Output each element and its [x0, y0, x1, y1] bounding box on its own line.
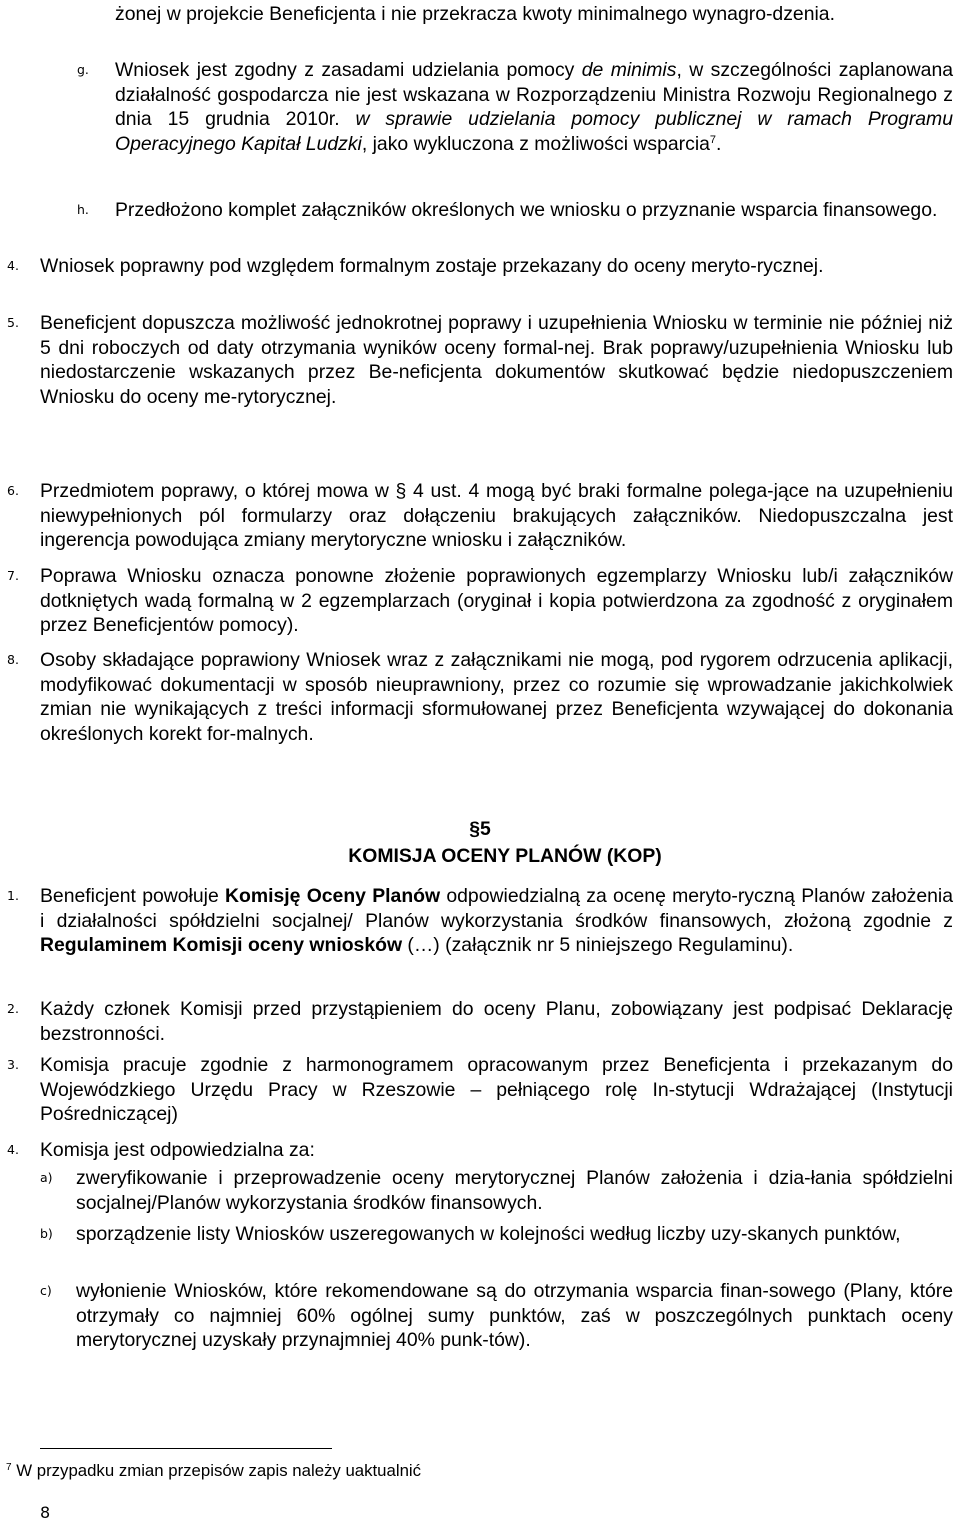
- item-text: Poprawa Wniosku oznacza ponowne złożenie poprawionych egzemplarzy Wniosku lub/i załączników dotkniętych wadą formalną w 2 egzemplarzach (oryginał i kopia potwierdzona za zgodność z oryginałem przez Beneficjentów pomocy).: [40, 565, 953, 637]
- page-number: 8: [40, 1503, 51, 1522]
- item-marker: a): [40, 1170, 53, 1185]
- footnote-marker: 7: [6, 1462, 12, 1473]
- item-text: Wniosek poprawny pod względem formalnym zostaje przekazany do oceny meryto-rycznej.: [40, 255, 824, 277]
- text-segment: .: [716, 132, 722, 155]
- item-marker: g.: [77, 62, 89, 77]
- item-marker: b): [40, 1226, 53, 1241]
- item-text: Beneficjent dopuszcza możliwość jednokrotnej poprawy i uzupełnienia Wniosku w terminie nie później niż 5 dni roboczych od daty otrzymania wyników oceny formal-nej. Brak poprawy/uzupełnienia Wniosku lub niedostarczenie wskazanych przez Be-neficjenta dokumentów skutkować będzie niedopuszczeniem Wniosku do oceny me-rytorycznej.: [40, 312, 953, 408]
- footnote-text: W przypadku zmian przepisów zapis należy uaktualnić: [16, 1461, 422, 1480]
- text-segment: Beneficjent powołuje: [40, 885, 225, 907]
- footnote-separator: [40, 1448, 332, 1449]
- item-marker: 2.: [7, 1001, 19, 1016]
- text-segment: , w szczególności zaplanowana działalność gospodarcza nie jest wskazana w Rozporządzeniu Ministra Rozwoju Regionalnego z dnia 15 grudnia 2010r.: [115, 59, 954, 131]
- item-marker: 7.: [7, 568, 19, 583]
- item-text: Komisja pracuje zgodnie z harmonogramem opracowanym przez Beneficjenta i przekazanym do Wojewódzkiego Urzędu Pracy w Rzeszowie – pełniącego rolę In-stytucji Wdrażającej (Instytucji Pośredniczącej): [40, 1054, 953, 1126]
- item-text: żonej w projekcie Beneficjenta i nie przekracza kwoty minimalnego wynagro-dzenia.: [115, 3, 835, 25]
- item-marker: 4.: [7, 1142, 19, 1157]
- item-text: [115, 58, 953, 156]
- item-marker: h.: [77, 202, 89, 217]
- item-marker: 4.: [7, 258, 19, 273]
- item-marker: 5.: [7, 315, 19, 330]
- item-text: Każdy członek Komisji przed przystąpieniem do oceny Planu, zobowiązany jest podpisać Deklarację bezstronności.: [40, 998, 953, 1045]
- item-text: [40, 884, 953, 958]
- italic-segment: de minimis: [581, 59, 677, 81]
- footnote-ref[interactable]: 7: [709, 133, 717, 146]
- item-marker: c): [40, 1283, 52, 1298]
- footnote: [6, 1460, 421, 1482]
- section-title: KOMISJA OCENY PLANÓW (KOP): [348, 845, 662, 867]
- italic-segment: w sprawie udzielania pomocy publicznej w ramach Programu Operacyjnego Kapitał Ludzki: [115, 108, 953, 155]
- item-marker: 6.: [7, 483, 19, 498]
- item-text: Przedłożono komplet załączników określonych we wniosku o przyznanie wsparcia finansowego.: [115, 199, 938, 221]
- item-marker: 3.: [7, 1057, 19, 1072]
- section-number: §5: [469, 818, 491, 840]
- item-marker: 1.: [7, 888, 19, 903]
- item-text: zweryfikowanie i przeprowadzenie oceny merytorycznej Planów założenia i dzia-łania spółdzielni socjalnej/Planów wykorzystania środków finansowych.: [76, 1167, 953, 1214]
- text-segment: (…) (załącznik nr 5 niniejszego Regulaminu).: [402, 934, 794, 957]
- item-text: sporządzenie listy Wniosków uszeregowanych w kolejności według liczby uzy-skanych punktów,: [76, 1223, 901, 1245]
- item-text: Przedmiotem poprawy, o której mowa w § 4 ust. 4 mogą być braki formalne polega-jące na uzupełnieniu niewypełnionych pól formularzy oraz dołączeniu brakujących załączników. Niedopuszczalna jest ingerencja powodująca zmiany merytoryczne wniosku i załączników.: [40, 480, 953, 552]
- bold-segment: Komisję Oceny Planów: [225, 885, 441, 907]
- bold-segment: Regulaminem Komisji oceny wniosków: [40, 934, 403, 957]
- text-segment: odpowiedzialną za ocenę meryto-ryczną Planów założenia i działalności spółdzielni socjalnej/ Planów wykorzystania środków finansowych, złożoną zgodnie z: [40, 885, 953, 932]
- item-text: wyłonienie Wniosków, które rekomendowane są do otrzymania wsparcia finan-sowego (Plany, które otrzymały co najmniej 60% ogólnej sumy punktów, zaś w poszczególnych punktach oceny merytorycznej uzyskały przynajmniej 40% punk-tów).: [76, 1280, 953, 1352]
- text-segment: Wniosek jest zgodny z zasadami udzielania pomocy: [115, 59, 582, 81]
- item-text: Osoby składające poprawiony Wniosek wraz z załącznikami nie mogą, pod rygorem odrzucenia aplikacji, modyfikować dokumentacji w sposób nieuprawniony, przez co rozumie się wprowadzanie jakichkolwiek zmian nie wynikających z treści informacji sformułowanej przez Beneficjenta wzywającej do dokonania określonych korekt for-malnych.: [40, 649, 953, 745]
- item-marker: 8.: [7, 652, 19, 667]
- item-text: Komisja jest odpowiedzialna za:: [40, 1139, 315, 1161]
- text-segment: , jako wykluczona z możliwości wsparcia: [361, 132, 710, 155]
